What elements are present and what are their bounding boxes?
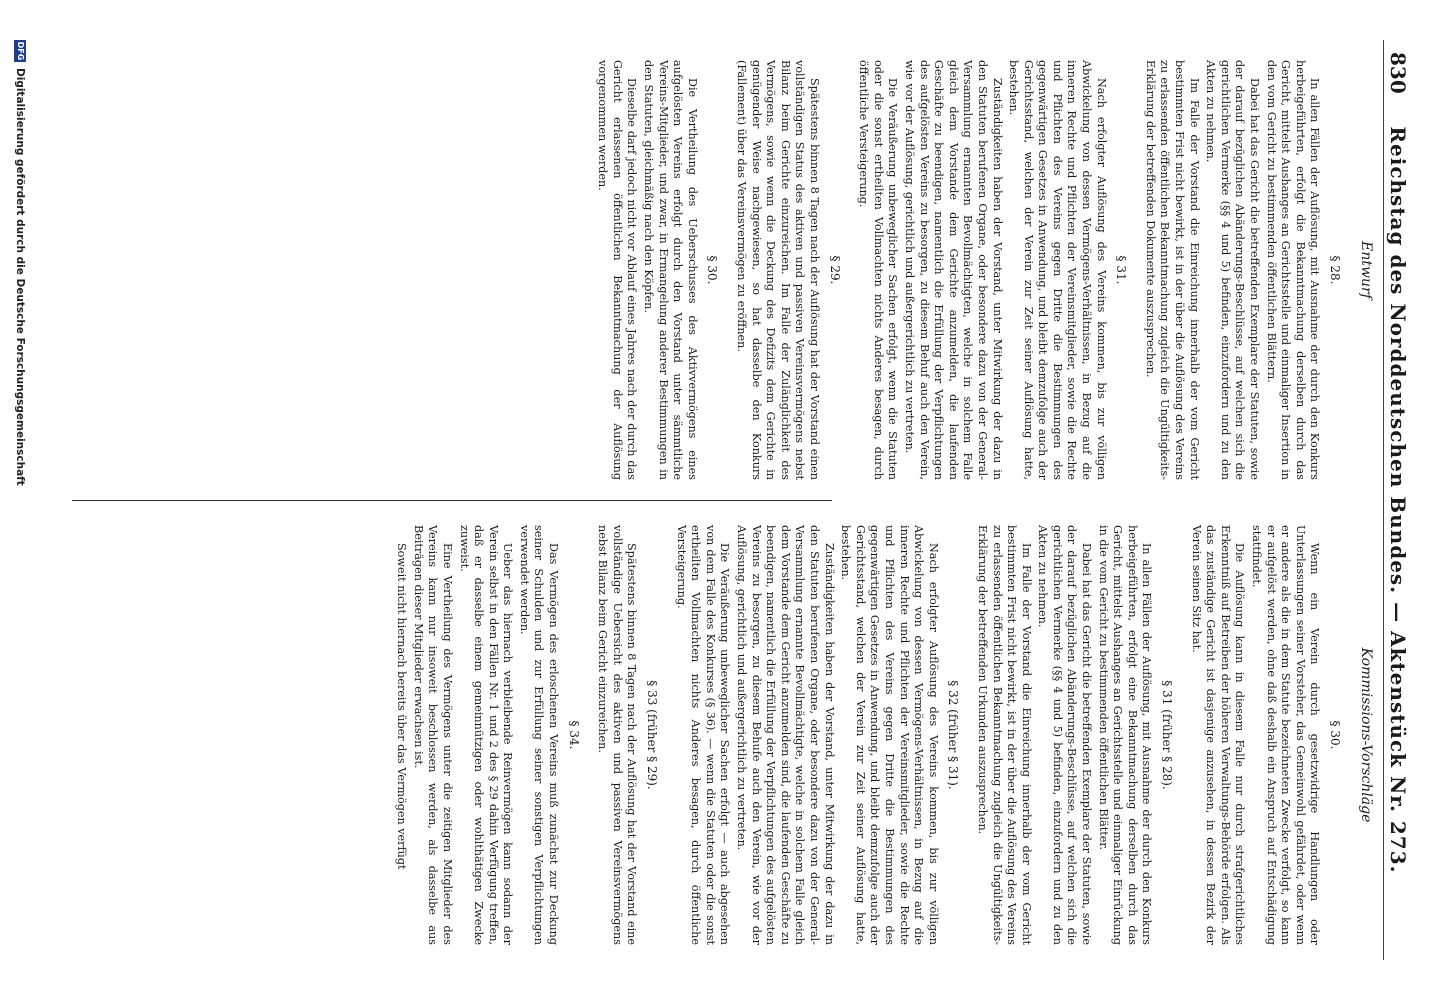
section: [1188, 525, 1342, 945]
section-heading: § 29.: [827, 255, 842, 285]
paragraph: Zuständigkeiten haben der Vorstand, unter Mitwirkung der dazu in den Statuten berufenen Organe, oder besondere dazu von der General-Versammlung ernannte Bevollmächtigte, welche in solchem Falle gleich dem Vorstande dem Gericht anzumelden sind, die laufenden Geschäfte zu beendigen, namentlich die Erfüllung der Verpflichtungen des aufgelösten Vereins zu besorgen, zu diesem Behufe auch den Verein, wie vor der Auflösung, gerichtlich und außergerichtlich zu vertreten.: [735, 525, 836, 945]
section-heading: § 30.: [705, 255, 720, 285]
digitization-notice: Digitalisierung gefördert durch die Deutsche Forschungsgemeinschaft: [14, 68, 26, 486]
section: [1142, 60, 1342, 480]
right-column-heading: Kommissions-Vorschläge: [1358, 647, 1374, 823]
section-heading: § 33 (früher § 29).: [645, 680, 660, 790]
paragraph: Dabei hat das Gericht die betreffenden Exemplare der Statuten, sowie der darauf bezüglichen Abänderungs-Beschlüsse, auf welchen sich die gerichtlichen Vermerke (§§ 4 und 5) befinden, einzufordern und zu den Akten zu nehmen.: [1204, 60, 1262, 480]
paragraph: Spätestens binnen 8 Tagen nach der Auflösung hat der Vorstand eine vollständige Uebersicht des aktiven und passiven Vereinsvermögens nebst Bilanz beim Gericht einzureichen.: [596, 525, 639, 945]
left-column-heading: Entwurf: [1358, 241, 1374, 299]
paragraph: Das Vermögen des erloschenen Vereins muß zunächst zur Deckung seiner Schulden und zur Erfüllung seiner sonstigen Verpflichtungen verwendet werden.: [517, 525, 561, 945]
paragraph: Im Falle der Vorstand die Einreichung innerhalb der vom Gericht bestimmten Frist nicht bewirkt, ist in der über die Auflösung des Vereins zu erlassenden öffentlichen Bekanntmachung zugleich die Ungültigkeits-Erklärung der betreffenden Urkunden auszusprechen.: [975, 525, 1033, 945]
paragraph: Dabei hat das Gericht die betreffenden Exemplare der Statuten, sowie der darauf bezüglichen Abänderungs-Beschlüsse, auf welchen sich die gerichtlichen Vermerke (§§ 4 und 5) befinden, einzufordern und zu den Akten zu nehmen.: [1036, 525, 1094, 945]
paragraph: Die Veräußerung unbeweglicher Sachen erfolgt — auch abgesehen von dem Falle des Konkurses (§ 36). — wenn die Statuten oder die sonst ertheilten Vollmachten nichts Anderes besagen, durch öffentliche Versteigerung.: [674, 525, 732, 945]
dfg-logo-icon: DFG: [16, 41, 25, 61]
section: [856, 60, 1129, 480]
section-heading: § 30.: [1328, 720, 1342, 750]
section: [595, 525, 659, 945]
section-heading: § 32 (früher § 31).: [946, 680, 961, 790]
paragraph: Zuständigkeiten haben der Vorstand, unter Mitwirkung der dazu in den Statuten berufenen Organe, oder besondere dazu von der General-Versammlung ernannten Bevollmächtigten, welche in solchem Falle gleich dem Vorstande dem Gerichte anzumelden, die laufenden Geschäfte zu beendigen, namentlich die Erfüllung der Verpflichtungen des aufgelösten Vereins zu besorgen, zu diesem Behuf auch den Verein, wie vor der Auflösung, gerichtlich und außergerichtlich zu vertreten.: [902, 60, 1004, 480]
paragraph: Ueber das hiernach verbleibende Reinvermögen kann sodann der Verein selbst in den Fällen Nr. 1 und 2 des § 29 dahin Verfügung treffen, daß er dasselbe einem gemeinnützigen oder wohlthätigen Zwecke zuweist.: [457, 525, 515, 945]
paragraph: In allen Fällen der Auflösung, mit Ausnahme der durch den Konkurs herbeigeführten, erfolgt eine Bekanntmachung derselben durch das Gericht, mittelst Aushanges an Gerichtsstelle und einmaliger Einrückung in die vom Gericht zu bestimmenden öffentlichen Blätter.: [1096, 525, 1154, 945]
section: [974, 525, 1174, 945]
paragraph: Die Vertheilung des Ueberschusses des Aktivvermögens eines aufgelösten Vereins erfolgt durch den Vorstand unter sämmtliche Vereins-Mitglieder, und zwar, in Ermangelung anderer Bestimmungen in den Statuten, gleichmäßig nach den Köpfen.: [642, 60, 699, 480]
section: [673, 525, 960, 945]
section-heading: § 34.: [566, 720, 581, 750]
paragraph: Nach erfolgter Auflösung des Vereins kommen, bis zur völligen Abwickelung von dessen Vermögens-Verhältnissen, in Bezug auf die inneren Rechte und Pflichten der Vereinsmitglieder, sowie die Rechte und Pflichten des Vereins gegen Dritte die Bestimmungen des gegenwärtigen Gesetzes in Anwendung, und bleibt demzufolge auch der Gerichtsstand, welchen der Verein zur Zeit seiner Auflösung hatte, bestehen.: [1007, 60, 1108, 480]
column-divider: [72, 500, 832, 501]
section-heading: § 28.: [1328, 255, 1342, 285]
paragraph: Spätestens binnen 8 Tagen nach der Auflösung hat der Vorstand einen vollständigen Status des aktiven und passiven Vereinsvermögens nebst Bilanz beim Gerichte einzureichen. Im Falle der Zulänglichkeit des Vermögens, sowie wenn die Deckung des Defizits dem Gerichte in genügender Weise nachgewiesen, so hat dasselbe den Konkurs (Fallement) über das Vereinsvermögen zu eröffnen.: [735, 60, 821, 480]
section: [595, 60, 720, 480]
page-footer: [14, 40, 26, 960]
page-number: 830: [1386, 52, 1410, 94]
right-column-commission: [380, 525, 1348, 945]
paragraph: Nach erfolgter Auflösung des Vereins kommen, bis zur völligen Abwickelung von dessen Vermögens-Verhältnissen, in Bezug auf die inneren Rechte und Pflichten der Vereinsmitglieder, sowie die Rechte und Pflichten des Vereins gegen Dritte die Bestimmungen des gegenwärtigen Gesetzes in Anwendung, und bleibt demzufolge auch der Gerichtsstand, welchen der Verein zur Zeit seiner Auflösung hatte, bestehen.: [839, 525, 940, 945]
page-header: [1383, 40, 1410, 960]
section-heading: § 31 (früher § 28).: [1160, 680, 1175, 790]
paragraph: Die Veräußerung unbeweglicher Sachen erfolgt, wenn die Statuten oder die sonst ertheilten Vollmachten nichts Anderes besagen, durch öffentliche Versteigerung.: [857, 60, 900, 480]
paragraph: In allen Fällen der Auflösung, mit Ausnahme der durch den Konkurs herbeigeführten, erfolgt die Bekanntmachung derselben durch das Gericht, mittelst Aushanges an Gerichtsstelle und einmaliger Insertion in den vom Gericht zu bestimmenden öffentlichen Blättern.: [1264, 60, 1322, 480]
section-heading: § 31.: [1114, 255, 1129, 285]
paragraph: Dieselbe darf jedoch nicht vor Ablauf eines Jahres nach der durch das Gericht erlassenen öffentlichen Bekanntmachung der Auflösung vorgenommen werden.: [596, 60, 639, 480]
paragraph: Die Auflösung kann in diesem Falle nur durch strafgerichtliches Erkenntniß auf Betreiben der höheren Verwaltungs-Behörde erfolgen. Als das zuständige Gericht ist dasjenige anzusehen, in dessen Bezirk der Verein seinen Sitz hat.: [1189, 525, 1247, 945]
section: [394, 525, 581, 945]
paragraph: Im Falle der Vorstand die Einreichung innerhalb der vom Gericht bestimmten Frist nicht bewirkt, ist in der über die Auflösung des Vereins zu erlassenden öffentlichen Bekanntmachung zugleich die Ungültigkeits-Erklärung der betreffenden Dokumente auszusprechen.: [1143, 60, 1201, 480]
paragraph: Wenn ein Verein durch gesetzwidrige Handlungen oder Unterlassungen seiner Vorsteher, das Gemeinwohl gefährdet, oder wenn er andere als die in dem Statute bezeichneten Zwecke verfolgt, so kann er aufgelöst werden, ohne daß deshalb ein Anspruch auf Entschädigung stattfindet.: [1250, 525, 1322, 945]
paragraph: Soweit nicht hiernach bereits über das Vermögen verfügt: [395, 543, 409, 870]
left-column-draft: [581, 60, 1348, 480]
running-title: Reichstag des Norddeutschen Bundes. — Aktenstück Nr. 273.: [1386, 126, 1410, 874]
section: [733, 60, 841, 480]
paragraph: Eine Vertheilung des Vermögens unter die zeitigen Mitglieder des Vereins kann nur insoweit beschlossen werden, als dasselbe aus Beiträgen dieser Mitglieder erwachsen ist.: [411, 525, 454, 945]
